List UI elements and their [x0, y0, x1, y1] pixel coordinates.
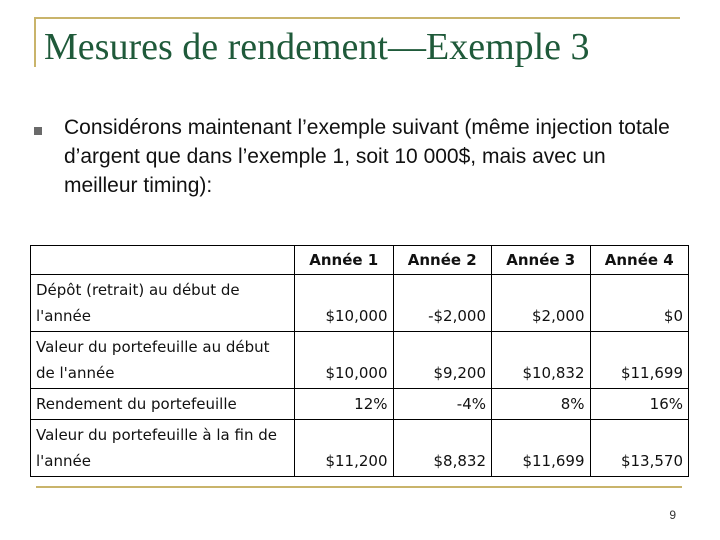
row-label: Dépôt (retrait) au début de l'année — [31, 275, 295, 332]
column-header: Année 3 — [492, 246, 591, 275]
row-label: Valeur du portefeuille à la fin de l'année — [31, 420, 295, 477]
column-header: Année 4 — [590, 246, 689, 275]
table-cell: $8,832 — [393, 420, 492, 477]
table-header-row — [31, 246, 689, 275]
table-cell: $10,000 — [295, 332, 394, 389]
table-cell: -$2,000 — [393, 275, 492, 332]
table-cell: 8% — [492, 389, 591, 420]
table-cell: $11,200 — [295, 420, 394, 477]
table-row — [31, 275, 689, 332]
row-label: Rendement du portefeuille — [31, 389, 295, 420]
table-cell: $11,699 — [492, 420, 591, 477]
row-label: Valeur du portefeuille au début de l'année — [31, 332, 295, 389]
table-cell: $13,570 — [590, 420, 689, 477]
table-row — [31, 332, 689, 389]
bullet-text: Considérons maintenant l’exemple suivant (même injection totale d’argent que dans l’exemple 1, soit 10 000$, mais avec un meilleur timing): — [64, 116, 670, 197]
column-header: Année 2 — [393, 246, 492, 275]
page-number: 9 — [669, 508, 676, 522]
table-cell: $10,832 — [492, 332, 591, 389]
column-header: Année 1 — [295, 246, 394, 275]
slide-title: Mesures de rendement—Exemple 3 — [44, 26, 590, 68]
table-cell: -4% — [393, 389, 492, 420]
bottom-rule — [36, 486, 682, 488]
table-cell: $11,699 — [590, 332, 689, 389]
table-corner-cell — [31, 246, 295, 275]
table-cell: 12% — [295, 389, 394, 420]
bullet-square-icon — [34, 127, 42, 135]
returns-table — [30, 245, 689, 477]
table-cell: $9,200 — [393, 332, 492, 389]
table-cell: $10,000 — [295, 275, 394, 332]
table-row — [31, 420, 689, 477]
table-cell: $2,000 — [492, 275, 591, 332]
left-rule — [34, 17, 36, 67]
top-rule — [34, 17, 680, 19]
table-row — [31, 389, 689, 420]
table-cell: 16% — [590, 389, 689, 420]
table-cell: $0 — [590, 275, 689, 332]
